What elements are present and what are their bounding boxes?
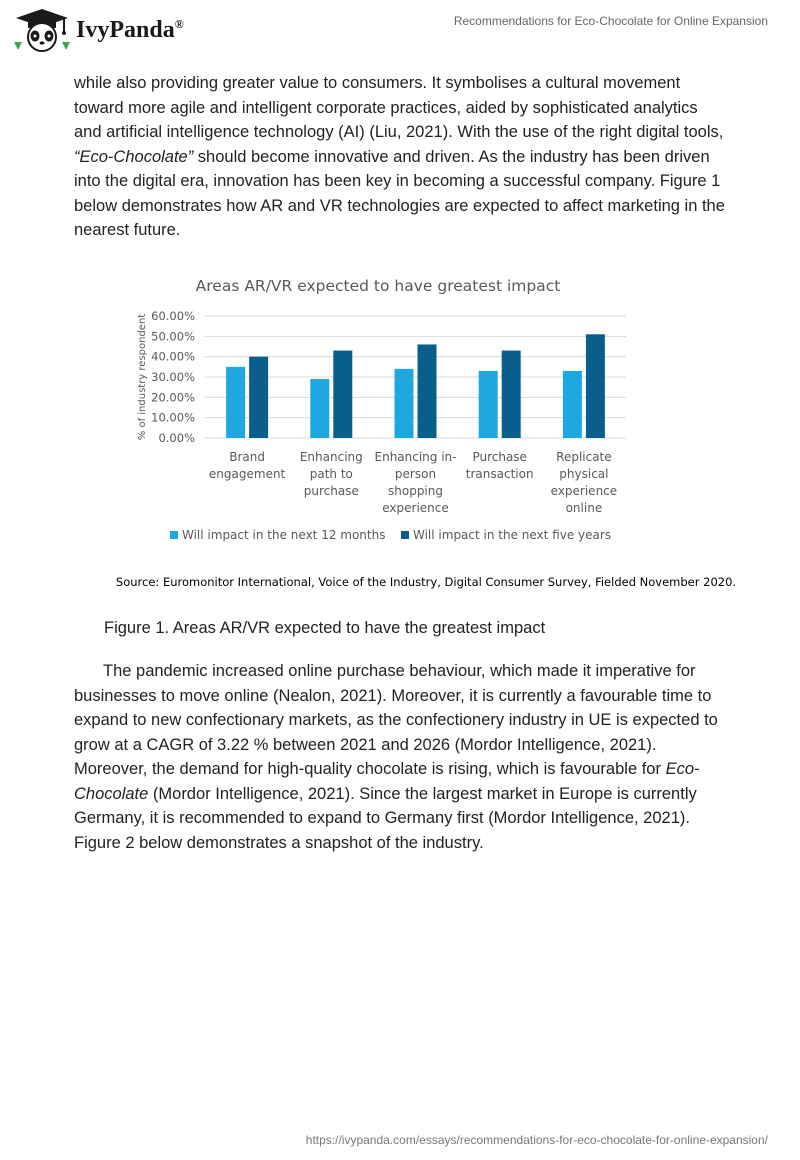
x-category-label-line: Enhancing: [299, 450, 363, 464]
x-category-label: [466, 450, 534, 481]
x-category-label-line: physical: [559, 467, 609, 481]
bar-next-five-years-2: [333, 351, 352, 438]
body-paragraph-2: The pandemic increased online purchase behaviour, which made it imperative for businesses to move online (Nealon, 2021). Moreover, it is currently a favourable time to expand to new confectionary markets, as the confectionery industry in UE is expected to grow at a CAGR of 3.22 % between 2021 and 2026 (Mordor Intelligence, 2021). Moreover, the demand for high-quality chocolate is rising, which is favourable for Eco-Chocolate (Mordor Intelligence, 2021). Since the largest market in Europe is currently Germany, it is recommended to expand to Germany first (Mordor Intelligence, 2021). Figure 2 below demonstrates a snapshot of the industry.: [74, 662, 718, 852]
x-category-label-line: transaction: [465, 467, 534, 481]
source-url-link[interactable]: https://ivypanda.com/essays/recommendations-for-eco-chocolate-for-online-expansion/: [305, 1133, 768, 1147]
bar-next-12-months-2: [310, 379, 329, 438]
x-category-label-line: path to: [309, 467, 353, 481]
legend-label-next-12-months: Will impact in the next 12 months: [182, 528, 386, 542]
y-axis-label: % of industry respondent: [137, 313, 148, 441]
x-category-label-line: Brand: [229, 450, 265, 464]
bar-next-12-months-1: [226, 367, 245, 438]
y-tick-label: 30.00%: [151, 370, 195, 384]
x-category-label-line: Enhancing in-: [374, 450, 457, 464]
legend-swatch-next-12-months: [170, 531, 178, 539]
bar-next-12-months-3: [395, 369, 414, 438]
y-tick-label: 0.00%: [158, 431, 195, 445]
logo-text: IvyPanda®: [76, 16, 184, 43]
y-tick-label: 60.00%: [151, 309, 195, 323]
bar-next-five-years-4: [502, 351, 521, 438]
emphasis-eco-chocolate-2: Eco-Chocolate: [74, 760, 700, 803]
legend-swatch-next-five-years: [401, 531, 409, 539]
figure-caption: Figure 1. Areas AR/VR expected to have the greatest impact: [104, 619, 546, 637]
x-category-label-line: Purchase: [472, 450, 527, 464]
x-category-label: [209, 450, 286, 481]
x-category-label-line: purchase: [303, 484, 359, 498]
x-category-label-line: person: [394, 467, 437, 481]
emphasis-eco-chocolate: “Eco-Chocolate”: [74, 147, 194, 166]
y-tick-label: 50.00%: [151, 329, 195, 344]
chart-source-note: Source: Euromonitor International, Voice of the Industry, Digital Consumer Survey, Fielded November 2020.: [115, 575, 737, 589]
y-tick-label: 10.00%: [151, 410, 195, 425]
bar-next-five-years-3: [418, 344, 437, 438]
x-category-label-line: experience: [382, 501, 449, 515]
legend-label-next-five-years: Will impact in the next five years: [413, 528, 612, 542]
x-category-label-line: online: [565, 501, 603, 515]
bar-next-12-months-4: [479, 371, 498, 438]
y-tick-label: 40.00%: [151, 349, 195, 364]
chart-title: Areas AR/VR expected to have greatest impact: [195, 277, 561, 295]
bar-next-five-years-5: [586, 334, 605, 438]
y-tick-label: 20.00%: [151, 390, 195, 405]
x-category-label-line: experience: [550, 484, 618, 498]
x-category-label: [300, 450, 363, 498]
x-category-label: [551, 450, 618, 515]
x-category-label-line: engagement: [208, 467, 286, 481]
bar-next-five-years-1: [249, 357, 268, 438]
x-category-label-line: shopping: [388, 484, 443, 498]
body-paragraph-1: while also providing greater value to consumers. It symbolises a cultural movement toward more agile and intelligent corporate practices, aided by sophisticated analytics and artificial intelligence technology (AI) (Liu, 2021). With the use of the right digital tools, “Eco-Chocolate” should become innovative and driven. As the industry has been driven into the digital era, innovation has been key in becoming a successful company. Figure 1 below demonstrates how AR and VR technologies are expected to affect marketing in the nearest future.: [74, 74, 725, 239]
bar-next-12-months-5: [563, 371, 582, 438]
page-header-title: Recommendations for Eco-Chocolate for Online Expansion: [453, 14, 768, 28]
x-category-label-line: Replicate: [556, 450, 612, 464]
x-category-label: [375, 450, 457, 515]
registered-mark: ®: [174, 16, 184, 31]
